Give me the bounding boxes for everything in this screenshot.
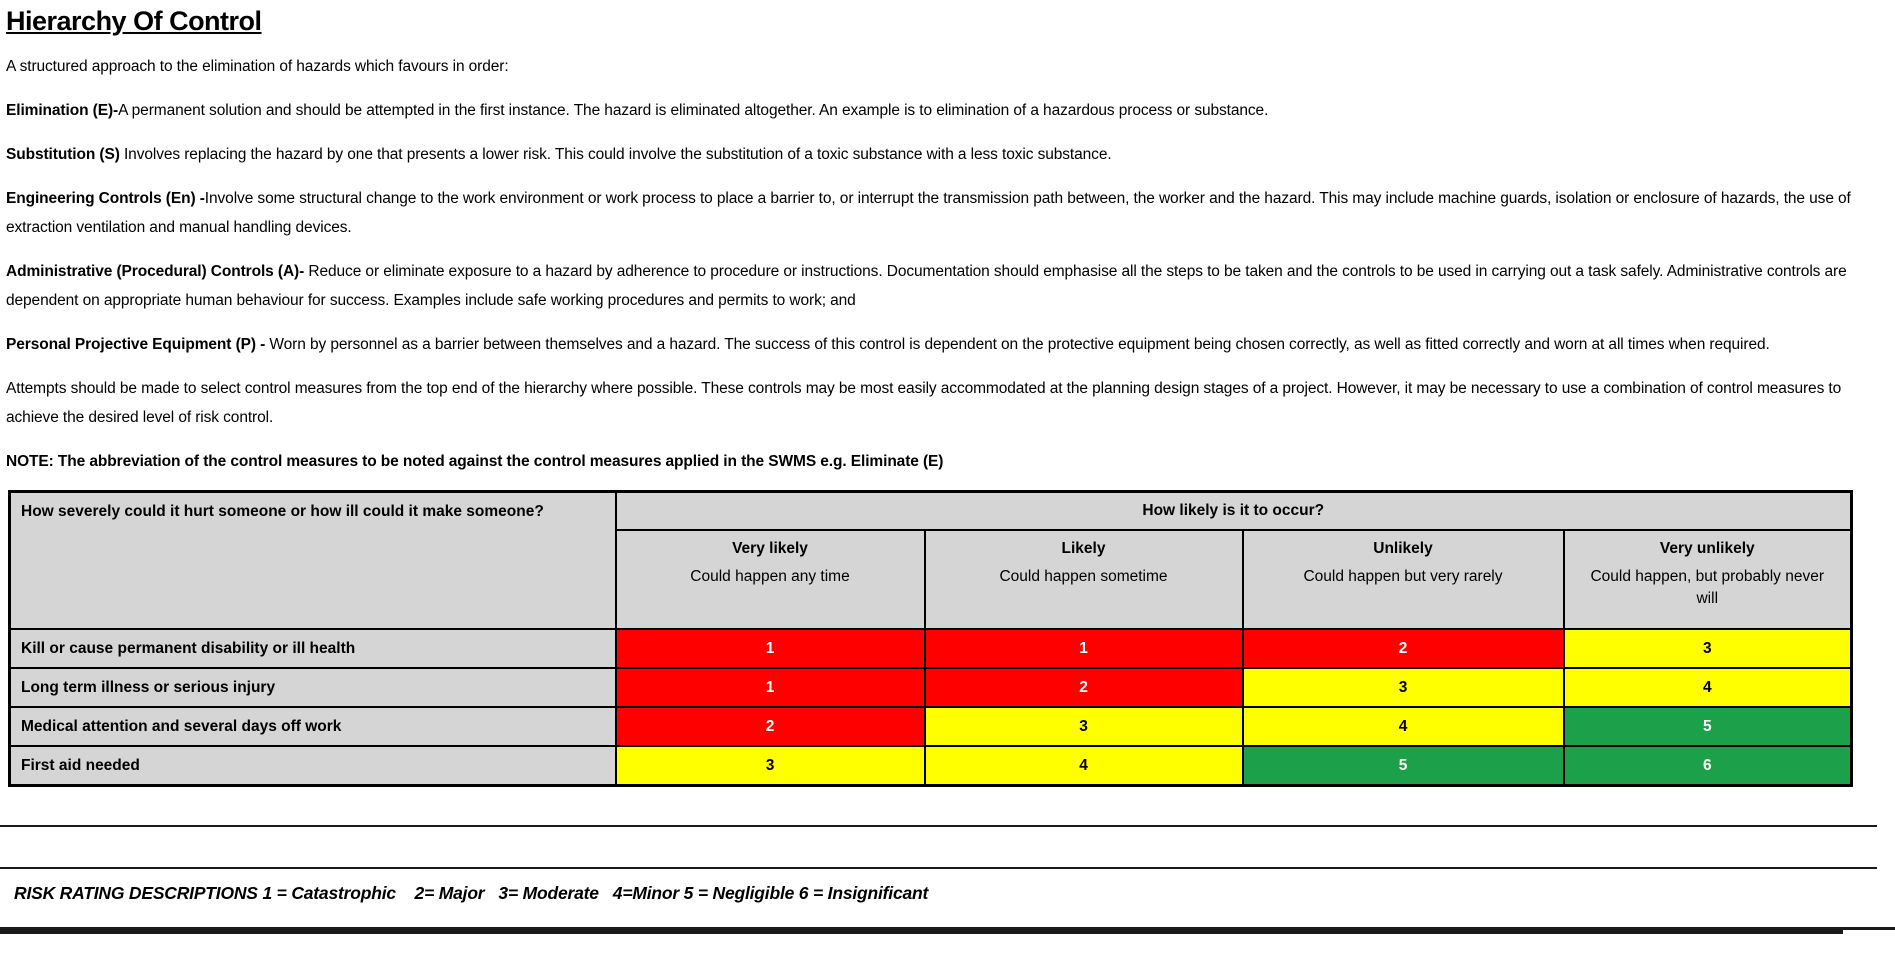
body-paragraph: [6, 330, 1883, 359]
body-paragraph: [6, 140, 1883, 169]
body-paragraph: [6, 184, 1883, 242]
matrix-data-row: [10, 629, 1852, 668]
body-paragraph: [6, 257, 1883, 315]
risk-rating-cell: 4: [1243, 707, 1564, 746]
risk-rating-cell: 3: [925, 707, 1243, 746]
separator-line-1: [0, 825, 1877, 827]
paragraph-text: Reduce or eliminate exposure to a hazard by adherence to procedure or instructions. Documentation should emphasise all the steps to be taken and the controls to be used in carrying out a task safely. Administrative controls are dependent on appropriate human behaviour for success. Examples include safe working procedures and permits to work; and: [6, 263, 1847, 309]
paragraph-lead-bold: Administrative (Procedural) Controls (A)-: [6, 263, 305, 280]
matrix-header-row: [10, 492, 1852, 531]
severity-row-label: Medical attention and several days off work: [10, 707, 616, 746]
paragraph-text: Worn by personnel as a barrier between themselves and a hazard. The success of this control is dependent on the protective equipment being chosen correctly, as well as fitted correctly and worn at all times when required.: [269, 336, 1770, 353]
matrix-data-row: [10, 746, 1852, 786]
risk-rating-cell: 3: [1243, 668, 1564, 707]
likelihood-column-header: [616, 530, 925, 629]
bottom-bar-thin-segment: [1843, 927, 1895, 930]
severity-row-label: Long term illness or serious injury: [10, 668, 616, 707]
risk-rating-cell: 2: [616, 707, 925, 746]
likelihood-column-header: [925, 530, 1243, 629]
body-paragraph: [6, 96, 1883, 125]
matrix-data-row: [10, 668, 1852, 707]
risk-matrix-table: [8, 490, 1853, 787]
likelihood-column-title: Likely: [1061, 540, 1106, 557]
page-title: Hierarchy Of Control: [6, 6, 262, 36]
risk-rating-cell: 1: [616, 629, 925, 668]
paragraph-lead-bold: Elimination (E)-: [6, 102, 119, 119]
paragraph-lead-bold: Substitution (S): [6, 146, 120, 163]
paragraph-lead-bold: Personal Projective Equipment (P) -: [6, 336, 270, 353]
likelihood-column-subtitle: Could happen any time: [690, 568, 850, 585]
paragraph-text: A permanent solution and should be attempted in the first instance. The hazard is eliminated altogether. An example is to elimination of a hazardous process or substance.: [118, 102, 1269, 119]
likelihood-header-cell: How likely is it to occur?: [616, 492, 1852, 531]
risk-rating-cell: 1: [925, 629, 1243, 668]
body-paragraphs: [6, 96, 1883, 476]
severity-row-label: Kill or cause permanent disability or ill health: [10, 629, 616, 668]
paragraph-text: Attempts should be made to select control measures from the top end of the hierarchy where possible. These controls may be most easily accommodated at the planning design stages of a project. However, it may be necessary to use a combination of control measures to achieve the desired level of risk control.: [6, 380, 1842, 426]
separator-line-2: [0, 867, 1877, 869]
risk-rating-cell: 3: [1564, 629, 1852, 668]
risk-rating-cell: 2: [1243, 629, 1564, 668]
risk-rating-cell: 5: [1243, 746, 1564, 786]
likelihood-column-title: Unlikely: [1373, 540, 1433, 557]
risk-rating-cell: 3: [616, 746, 925, 786]
paragraph-lead-bold: Engineering Controls (En) -: [6, 190, 205, 207]
likelihood-column-title: Very likely: [732, 540, 808, 557]
paragraph-text: Involve some structural change to the work environment or work process to place a barrier to, or interrupt the transmission path between, the worker and the hazard. This may include machine guards, isolation or enclosure of hazards, the use of extraction ventilation and manual handling devices.: [6, 190, 1851, 236]
paragraph-text: Involves replacing the hazard by one that presents a lower risk. This could involve the substitution of a toxic substance with a less toxic substance.: [119, 146, 1112, 163]
risk-rating-cell: 2: [925, 668, 1243, 707]
likelihood-column-header: [1564, 530, 1852, 629]
severity-header-cell: How severely could it hurt someone or how ill could it make someone?: [10, 492, 616, 630]
likelihood-column-subtitle: Could happen sometime: [999, 568, 1168, 585]
risk-rating-line: RISK RATING DESCRIPTIONS 1 = Catastrophic 2= Major 3= Moderate 4=Minor 5 = Negligible 6 = Insignificant: [14, 883, 929, 903]
risk-rating-cell: 1: [616, 668, 925, 707]
intro-paragraph: A structured approach to the elimination of hazards which favours in order:: [6, 58, 509, 75]
likelihood-column-subtitle: Could happen but very rarely: [1303, 568, 1503, 585]
likelihood-column-header: [1243, 530, 1564, 629]
paragraph-lead-bold: NOTE: The abbreviation of the control measures to be noted against the control measures applied in the SWMS e.g. Eliminate (E): [6, 453, 944, 470]
likelihood-column-title: Very unlikely: [1659, 540, 1755, 557]
severity-row-label: First aid needed: [10, 746, 616, 786]
risk-rating-cell: 6: [1564, 746, 1852, 786]
matrix-data-row: [10, 707, 1852, 746]
risk-rating-cell: 4: [1564, 668, 1852, 707]
bottom-bar-thick-segment: [0, 927, 1843, 934]
body-paragraph: [6, 447, 1883, 476]
bottom-border-bar: [0, 927, 1883, 934]
risk-rating-cell: 4: [925, 746, 1243, 786]
risk-rating-cell: 5: [1564, 707, 1852, 746]
likelihood-column-subtitle: Could happen, but probably never will: [1590, 568, 1825, 607]
body-paragraph: [6, 374, 1883, 432]
